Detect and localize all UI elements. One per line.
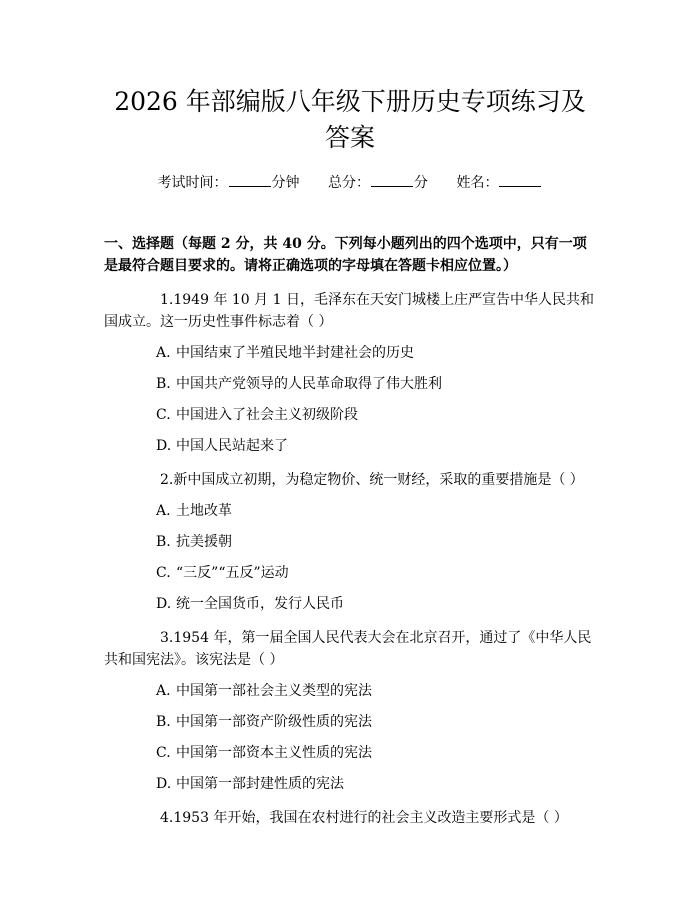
exam-info bbox=[104, 172, 596, 193]
total-score-unit: 分 bbox=[414, 175, 428, 191]
question-list bbox=[104, 289, 596, 829]
option-d bbox=[104, 593, 596, 615]
option-letter: D. bbox=[156, 776, 172, 792]
question-stem bbox=[104, 289, 596, 333]
question-4 bbox=[104, 807, 596, 829]
student-name-label: 姓名： bbox=[456, 175, 499, 191]
option-text: “三反”“五反”运动 bbox=[176, 565, 289, 581]
question-number: 3. bbox=[160, 630, 174, 646]
option-b bbox=[104, 373, 596, 395]
option-text: 抗美援朝 bbox=[176, 534, 232, 550]
option-d bbox=[104, 435, 596, 457]
option-c bbox=[104, 404, 596, 426]
option-letter: D. bbox=[156, 438, 172, 454]
question-number: 2. bbox=[160, 472, 174, 488]
option-text: 中国第一部资产阶级性质的宪法 bbox=[176, 714, 372, 730]
option-text: 中国共产党领导的人民革命取得了伟大胜利 bbox=[176, 376, 442, 392]
total-score-label: 总分： bbox=[328, 175, 370, 191]
option-letter: A. bbox=[156, 503, 171, 519]
total-score bbox=[328, 172, 428, 193]
question-number: 4. bbox=[160, 810, 174, 826]
option-letter: B. bbox=[156, 714, 171, 730]
option-a bbox=[104, 342, 596, 364]
question-1 bbox=[104, 289, 596, 457]
option-text: 中国第一部封建性质的宪法 bbox=[176, 776, 344, 792]
option-list bbox=[104, 680, 596, 795]
option-letter: C. bbox=[156, 565, 171, 581]
total-score-blank bbox=[371, 172, 413, 187]
option-b bbox=[104, 531, 596, 553]
exam-time bbox=[158, 172, 300, 193]
question-text: 1954 年，第一届全国人民代表大会在北京召开，通过了《中华人民共和国宪法》。该宪法是（ ） bbox=[104, 630, 592, 668]
option-text: 土地改革 bbox=[176, 503, 232, 519]
option-list bbox=[104, 500, 596, 615]
question-text: 1953 年开始，我国在农村进行的社会主义改造主要形式是（ ） bbox=[173, 810, 568, 826]
option-text: 中国人民站起来了 bbox=[176, 438, 288, 454]
student-name bbox=[456, 172, 542, 193]
option-letter: B. bbox=[156, 534, 171, 550]
option-a bbox=[104, 680, 596, 702]
option-letter: D. bbox=[156, 596, 172, 612]
exam-time-label: 考试时间： bbox=[157, 175, 228, 191]
option-letter: A. bbox=[156, 683, 171, 699]
question-stem bbox=[104, 469, 596, 491]
option-d bbox=[104, 773, 596, 795]
question-2 bbox=[104, 469, 596, 615]
section-header: 一、选择题（每题 2 分，共 40 分。下列每小题列出的四个选项中，只有一项是最符合题目要求的。请将正确选项的字母填在答题卡相应位置。） bbox=[104, 236, 587, 274]
option-letter: C. bbox=[156, 745, 171, 761]
option-text: 中国第一部资本主义性质的宪法 bbox=[176, 745, 372, 761]
student-name-blank bbox=[499, 172, 541, 187]
question-stem bbox=[104, 627, 596, 671]
question-number: 1. bbox=[160, 292, 174, 308]
option-letter: C. bbox=[156, 407, 171, 423]
option-text: 中国进入了社会主义初级阶段 bbox=[176, 407, 358, 423]
exam-time-unit: 分钟 bbox=[271, 175, 300, 191]
question-stem bbox=[104, 807, 596, 829]
option-list bbox=[104, 342, 596, 457]
option-text: 统一全国货币，发行人民币 bbox=[176, 596, 344, 612]
option-a bbox=[104, 500, 596, 522]
question-3 bbox=[104, 627, 596, 795]
question-text: 1949 年 10 月 1 日，毛泽东在天安门城楼上庄严宣告中华人民共和国成立。这一历史性事件标志着（ ） bbox=[104, 292, 594, 330]
option-letter: B. bbox=[156, 376, 171, 392]
option-b bbox=[104, 711, 596, 733]
question-text: 新中国成立初期，为稳定物价、统一财经，采取的重要措施是（ ） bbox=[173, 472, 584, 488]
option-text: 中国结束了半殖民地半封建社会的历史 bbox=[176, 345, 414, 361]
page-title: 2026 年部编版八年级下册历史专项练习及答案 bbox=[114, 87, 586, 152]
option-text: 中国第一部社会主义类型的宪法 bbox=[176, 683, 372, 699]
option-letter: A. bbox=[156, 345, 171, 361]
option-c bbox=[104, 742, 596, 764]
exam-time-blank bbox=[229, 172, 271, 187]
option-c bbox=[104, 562, 596, 584]
